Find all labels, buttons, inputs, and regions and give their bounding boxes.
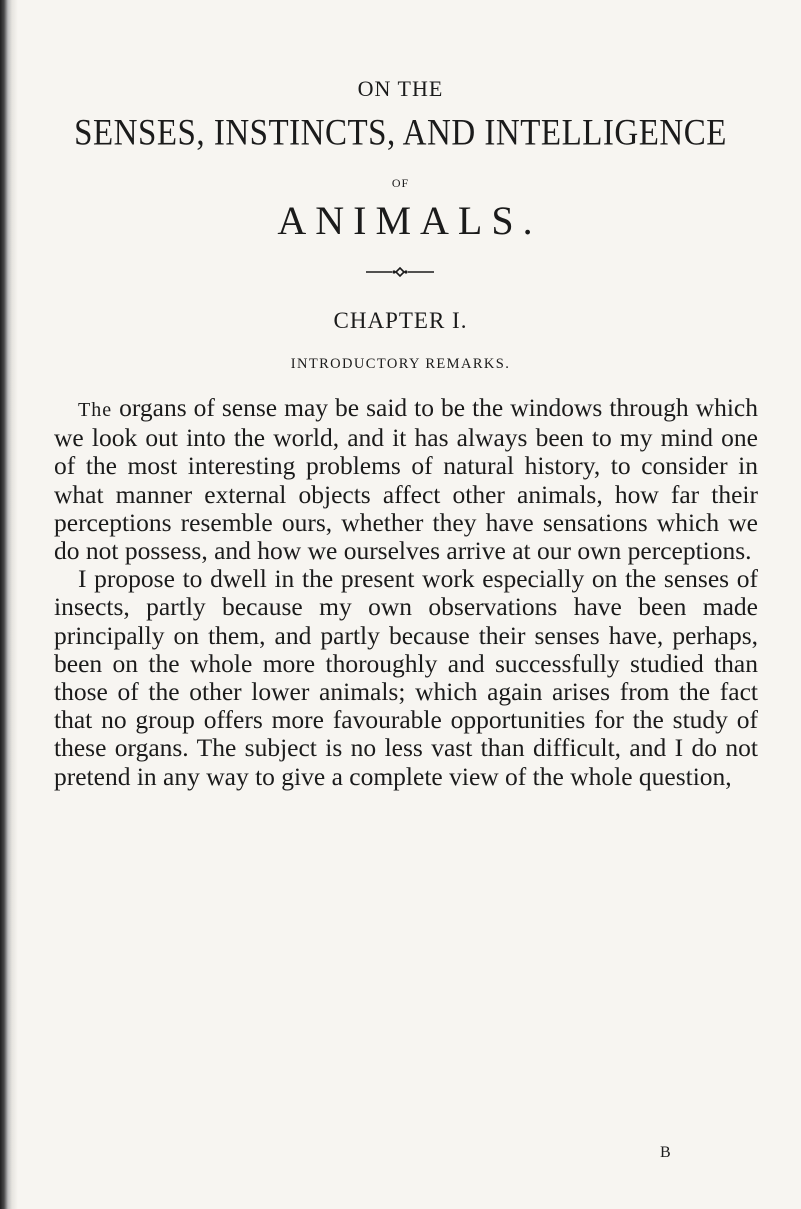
paragraph-1-text: organs of sense may be said to be the windows through which we look out into the world, and it has always been to my mind one of the most interesting problems of natural history, to consider in what manner external objects affect other animals, how far their perceptions resemble ours, whether they have sensations which we do not possess, and how we ourselves arrive at our own perceptions. [54, 393, 759, 566]
chapter-heading: CHAPTER I. [333, 308, 468, 333]
title-connector: OF [391, 176, 410, 190]
chapter-subheading: INTRODUCTORY REMARKS. [290, 356, 511, 372]
title-prefix: ON THE [357, 76, 444, 101]
paragraph-1-lead: The [78, 399, 113, 421]
ornamental-divider [360, 266, 440, 278]
title-subject: ANIMALS. [277, 198, 542, 243]
paragraph-1 [54, 394, 758, 565]
page-title: SENSES, INSTINCTS, AND INTELLIGENCE [74, 113, 727, 154]
signature-mark: B [660, 1144, 672, 1161]
body-text [54, 394, 758, 791]
paragraph-2: I propose to dwell in the present work especially on the senses of insects, partly because my own observations have been made principally on them, and partly because their senses have, perhaps, been on the whole more thoroughly and successfully studied than those of the other lower animals; which again arises from the fact that no group offers more favourable opportunities for the study of these organs. The subject is no less vast than difficult, and I do not pretend in any way to give a complete view of the whole question, [54, 564, 758, 791]
